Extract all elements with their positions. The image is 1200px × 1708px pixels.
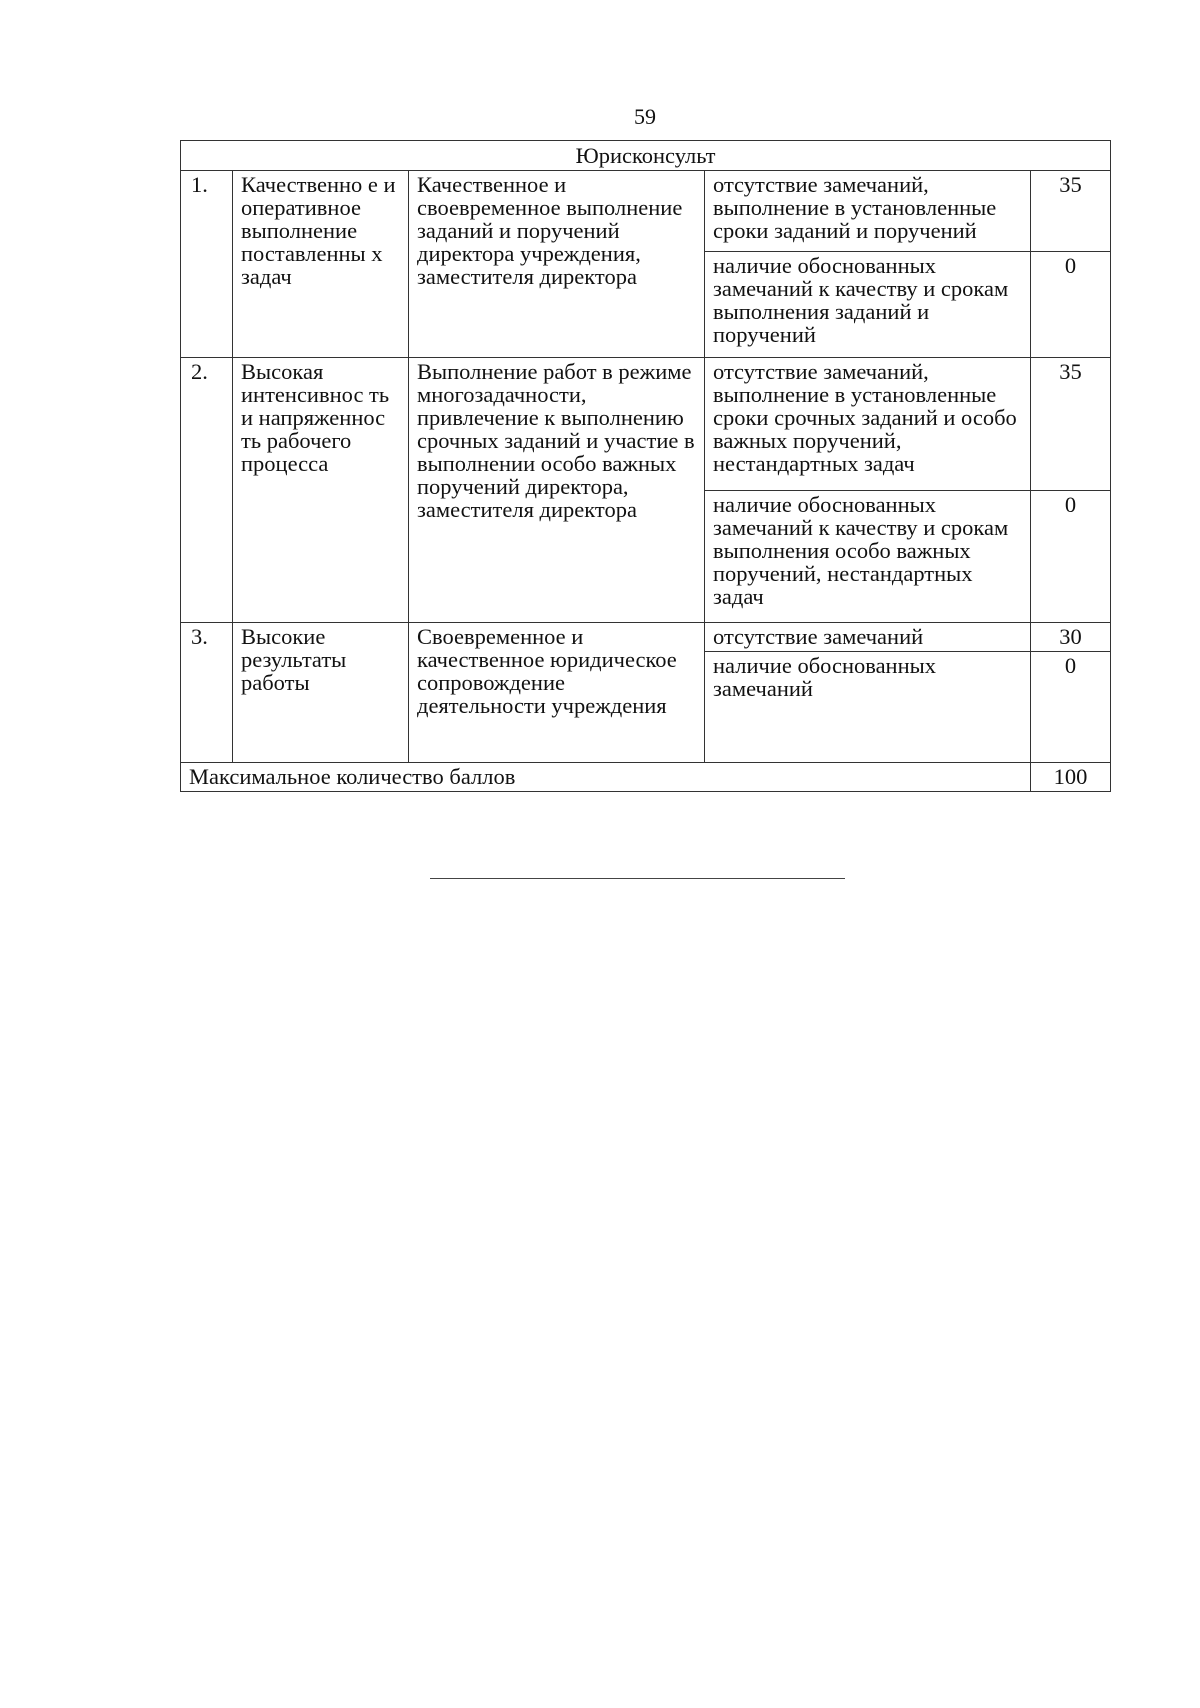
condition-text: отсутствие замечаний, выполнение в установленные сроки срочных заданий и особо важных поручений, нестандартных задач <box>705 358 1031 491</box>
total-label: Максимальное количество баллов <box>181 763 1031 792</box>
condition-text: наличие обоснованных замечаний <box>705 652 1031 763</box>
criteria-table <box>180 140 1111 792</box>
criterion-number: 1. <box>181 171 233 358</box>
criterion-name: Высокие результаты работы <box>233 623 409 763</box>
table-row <box>181 623 1111 652</box>
condition-score: 35 <box>1031 358 1111 491</box>
section-title: Юрисконсульт <box>181 141 1111 171</box>
criterion-description: Качественное и своевременное выполнение заданий и поручений директора учреждения, заместителя директора <box>409 171 705 358</box>
total-row <box>181 763 1111 792</box>
criterion-description: Выполнение работ в режиме многозадачности, привлечение к выполнению срочных заданий и участие в выполнении особо важных поручений директора, заместителя директора <box>409 358 705 623</box>
condition-score: 30 <box>1031 623 1111 652</box>
condition-text: наличие обоснованных замечаний к качеству и срокам выполнения особо важных поручений, нестандартных задач <box>705 490 1031 623</box>
condition-score: 0 <box>1031 490 1111 623</box>
criterion-description: Своевременное и качественное юридическое сопровождение деятельности учреждения <box>409 623 705 763</box>
condition-text: наличие обоснованных замечаний к качеству и срокам выполнения заданий и поручений <box>705 252 1031 358</box>
condition-text: отсутствие замечаний, выполнение в установленные сроки заданий и поручений <box>705 171 1031 252</box>
page-number: 59 <box>634 104 656 129</box>
condition-text: отсутствие замечаний <box>705 623 1031 652</box>
criterion-name: Высокая интенсивнос ть и напряженнос ть рабочего процесса <box>233 358 409 623</box>
condition-score: 0 <box>1031 652 1111 763</box>
table-row <box>181 171 1111 252</box>
criterion-name: Качественно е и оперативное выполнение поставленны х задач <box>233 171 409 358</box>
total-score: 100 <box>1031 763 1111 792</box>
closing-divider <box>430 878 845 879</box>
criterion-number: 3. <box>181 623 233 763</box>
table-row <box>181 358 1111 491</box>
criterion-number: 2. <box>181 358 233 623</box>
table-header-row <box>181 141 1111 171</box>
condition-score: 0 <box>1031 252 1111 358</box>
condition-score: 35 <box>1031 171 1111 252</box>
